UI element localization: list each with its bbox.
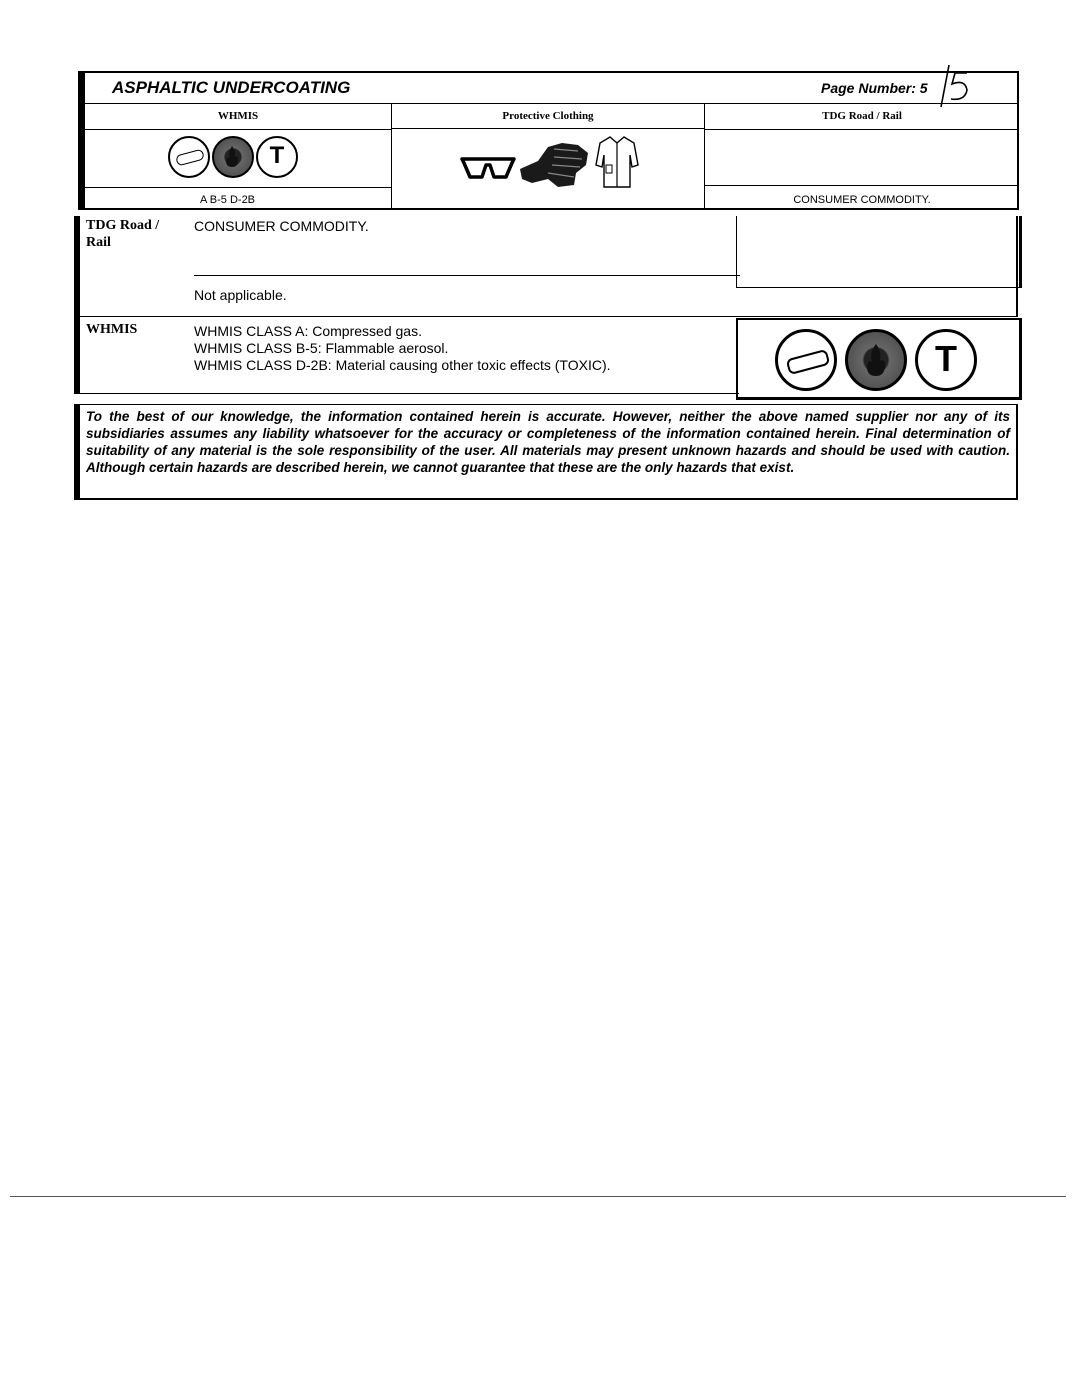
- whmis-symbol-box: [736, 318, 1022, 400]
- scan-divider-line: [10, 1196, 1066, 1197]
- disclaimer-box: [74, 404, 1018, 500]
- whmis-label: WHMIS: [86, 322, 138, 337]
- tdg-header-value: CONSUMER COMMODITY.: [793, 194, 931, 206]
- disclaimer-text: To the best of our knowledge, the information contained herein is accurate. However, neither the above named supplier nor any of its subsidiaries assumes any liability whatsoever for the accuracy or completeness of the information contained herein. Final determination of suitability of any material is the sole responsibility of the user. All materials may present unknown hazards and should be used with caution. Although certain hazards are described herein, we cannot guarantee that these are the only hazards that exist.: [86, 409, 1010, 475]
- toxic-icon: T: [915, 329, 977, 391]
- compressed-gas-icon: [168, 136, 210, 178]
- protective-clothing-icons: [460, 135, 640, 193]
- tdg-note: Not applicable.: [194, 287, 287, 303]
- tdg-classification: CONSUMER COMMODITY.: [194, 218, 369, 234]
- whmis-class-b5: WHMIS CLASS B-5: Flammable aerosol.: [194, 340, 449, 356]
- whmis-row: [74, 317, 739, 394]
- page-number: Page Number: 5: [821, 80, 928, 96]
- flammable-icon: [845, 329, 907, 391]
- tdg-divider: [194, 275, 740, 276]
- column-header-whmis: WHMIS: [85, 103, 391, 130]
- tdg-label: TDG Road / Rail: [86, 218, 160, 250]
- toxic-icon: T: [256, 136, 298, 178]
- tdg-symbol-box: [736, 216, 1022, 288]
- column-header-tdg: TDG Road / Rail: [705, 103, 1019, 130]
- header-block: [78, 71, 1019, 210]
- column-header-protective-clothing: Protective Clothing: [502, 110, 594, 122]
- title-bar: [85, 73, 1017, 104]
- gloves-icon: [518, 139, 590, 191]
- product-title: ASPHALTIC UNDERCOATING: [112, 78, 351, 97]
- whmis-class-d2b: WHMIS CLASS D-2B: Material causing other toxic effects (TOXIC).: [194, 357, 611, 373]
- tdg-row: [74, 216, 1018, 317]
- whmis-symbols: [168, 134, 298, 182]
- compressed-gas-icon: [775, 329, 837, 391]
- flammable-icon: [212, 136, 254, 178]
- lab-coat-icon: [594, 135, 640, 189]
- whmis-class-a: WHMIS CLASS A: Compressed gas.: [194, 323, 422, 339]
- safety-glasses-icon: [460, 155, 516, 185]
- whmis-codes: A B-5 D-2B: [200, 194, 256, 206]
